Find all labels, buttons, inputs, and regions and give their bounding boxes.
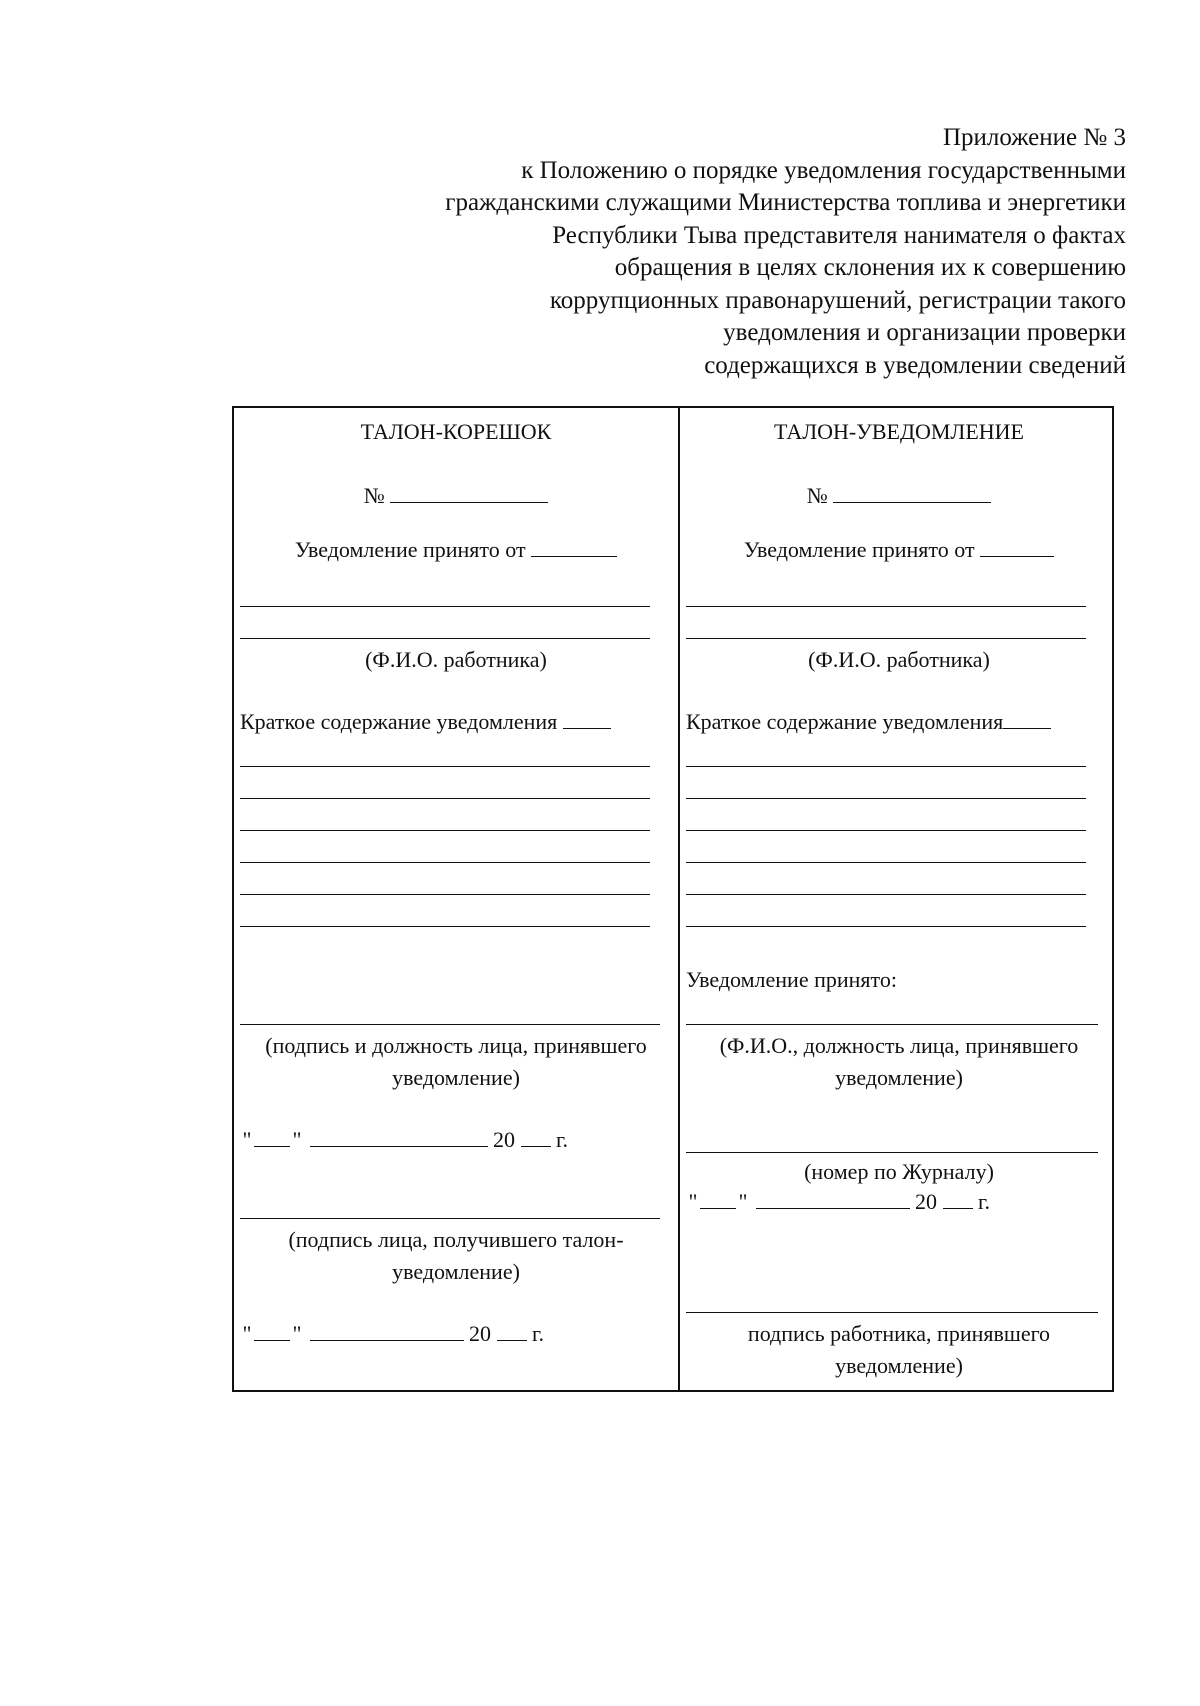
date-year-suffix: г. (532, 1321, 545, 1346)
notice-summary-line[interactable] (686, 862, 1086, 863)
date-year-prefix: 20 (469, 1321, 491, 1346)
stub-summary-line[interactable] (240, 830, 650, 831)
notice-received-row (684, 534, 1114, 566)
header-line: Приложение № 3 (942, 124, 1126, 151)
notice-number-row (684, 480, 1114, 512)
stub-signature-caption: уведомление) (392, 1065, 520, 1090)
stub-recipient-caption: уведомление) (392, 1259, 520, 1284)
stub-recipient-caption: (подпись лица, получившего талон- (288, 1227, 624, 1252)
date-quote: " (292, 1321, 302, 1346)
notice-summary-line[interactable] (686, 894, 1086, 895)
header-line: гражданскими служащими Министерства топлива и энергетики (445, 189, 1126, 216)
stub-summary-line[interactable] (240, 894, 650, 895)
stub-signature-caption: (подпись и должность лица, принявшего (265, 1033, 647, 1058)
header-line: к Положению о порядке уведомления государственными (521, 156, 1126, 184)
date-quote: " (242, 1321, 252, 1346)
notice-summary-line[interactable] (686, 926, 1086, 927)
stub-number-label: № (363, 483, 385, 508)
date-quote: " (738, 1189, 748, 1214)
stub-recipient-line[interactable] (240, 1218, 660, 1219)
notice-summary-label: Краткое содержание уведомления (686, 709, 1004, 734)
notice-date-month-field[interactable] (756, 1186, 910, 1209)
stub-date-day-field[interactable] (254, 1124, 290, 1147)
stub-received-field[interactable] (531, 534, 617, 557)
stub-date-day-field[interactable] (254, 1318, 290, 1341)
notice-summary-line[interactable] (686, 830, 1086, 831)
stub-column (238, 408, 674, 1390)
stub-date-row (240, 1124, 674, 1156)
stub-summary-line[interactable] (240, 862, 650, 863)
stub-summary-label: Краткое содержание уведомления (240, 709, 558, 734)
stub-signature-line[interactable] (240, 1024, 660, 1025)
notice-fio-line[interactable] (686, 606, 1086, 607)
notice-journal-line[interactable] (686, 1152, 1098, 1153)
notice-number-label: № (806, 483, 828, 508)
notice-fio-line[interactable] (686, 638, 1086, 639)
notice-employee-caption: подпись работника, принявшего (747, 1321, 1051, 1346)
notice-date-row (686, 1186, 1114, 1218)
header-line: Республики Тыва представителя нанимателя о фактах (552, 221, 1126, 249)
notice-employee-caption: уведомление) (835, 1353, 963, 1378)
notice-official-line[interactable] (686, 1024, 1098, 1025)
stub-summary-line[interactable] (240, 926, 650, 927)
stub-fio-caption: (Ф.И.О. работника) (365, 647, 547, 672)
notice-received-field[interactable] (980, 534, 1054, 557)
stub-summary-line[interactable] (240, 766, 650, 767)
notice-official-caption: уведомление) (835, 1065, 963, 1090)
date-year-prefix: 20 (493, 1127, 515, 1152)
stub-fio-line[interactable] (240, 638, 650, 639)
date-quote: " (688, 1189, 698, 1214)
notice-date-year-field[interactable] (943, 1186, 973, 1209)
notice-accepted-label: Уведомление принято: (686, 967, 897, 992)
notice-column (684, 408, 1114, 1390)
stub-summary-field[interactable] (563, 706, 611, 729)
header-line: обращения в целях склонения их к совершению (614, 254, 1126, 281)
stub-fio-line[interactable] (240, 606, 650, 607)
notice-official-caption: (Ф.И.О., должность лица, принявшего (719, 1033, 1079, 1058)
notice-journal-caption: (номер по Журналу) (804, 1159, 994, 1184)
stub-summary-row (240, 706, 674, 738)
stub-title: ТАЛОН-КОРЕШОК (360, 419, 552, 444)
stub-number-field[interactable] (390, 480, 548, 503)
notice-received-label: Уведомление принято от (743, 537, 975, 562)
date-quote: " (242, 1127, 252, 1152)
notice-summary-field[interactable] (1003, 706, 1051, 729)
stub-date-month-field[interactable] (310, 1318, 464, 1341)
notice-summary-row (686, 706, 1114, 738)
notice-employee-line[interactable] (686, 1312, 1098, 1313)
stub-number-row (238, 480, 674, 512)
header-line: содержащихся в уведомлении сведений (704, 351, 1126, 379)
stub-date-month-field[interactable] (310, 1124, 488, 1147)
notice-summary-line[interactable] (686, 766, 1086, 767)
stub-received-row (238, 534, 674, 566)
date-year-suffix: г. (978, 1189, 991, 1214)
header-line: коррупционных правонарушений, регистрации такого (549, 286, 1126, 314)
stub-received-label: Уведомление принято от (294, 537, 526, 562)
stub-date-row (240, 1318, 674, 1350)
notice-title: ТАЛОН-УВЕДОМЛЕНИЕ (774, 419, 1024, 444)
stub-summary-line[interactable] (240, 798, 650, 799)
notice-summary-line[interactable] (686, 798, 1086, 799)
notice-fio-caption: (Ф.И.О. работника) (808, 647, 990, 672)
date-year-suffix: г. (556, 1127, 569, 1152)
date-year-prefix: 20 (915, 1189, 937, 1214)
coupon-form (232, 406, 1114, 1392)
appendix-header (326, 122, 1126, 382)
notice-date-day-field[interactable] (700, 1186, 736, 1209)
column-divider (678, 408, 680, 1390)
stub-date-year-field[interactable] (497, 1318, 527, 1341)
notice-number-field[interactable] (833, 480, 991, 503)
date-quote: " (292, 1127, 302, 1152)
header-line: уведомления и организации проверки (723, 319, 1126, 346)
stub-date-year-field[interactable] (521, 1124, 551, 1147)
